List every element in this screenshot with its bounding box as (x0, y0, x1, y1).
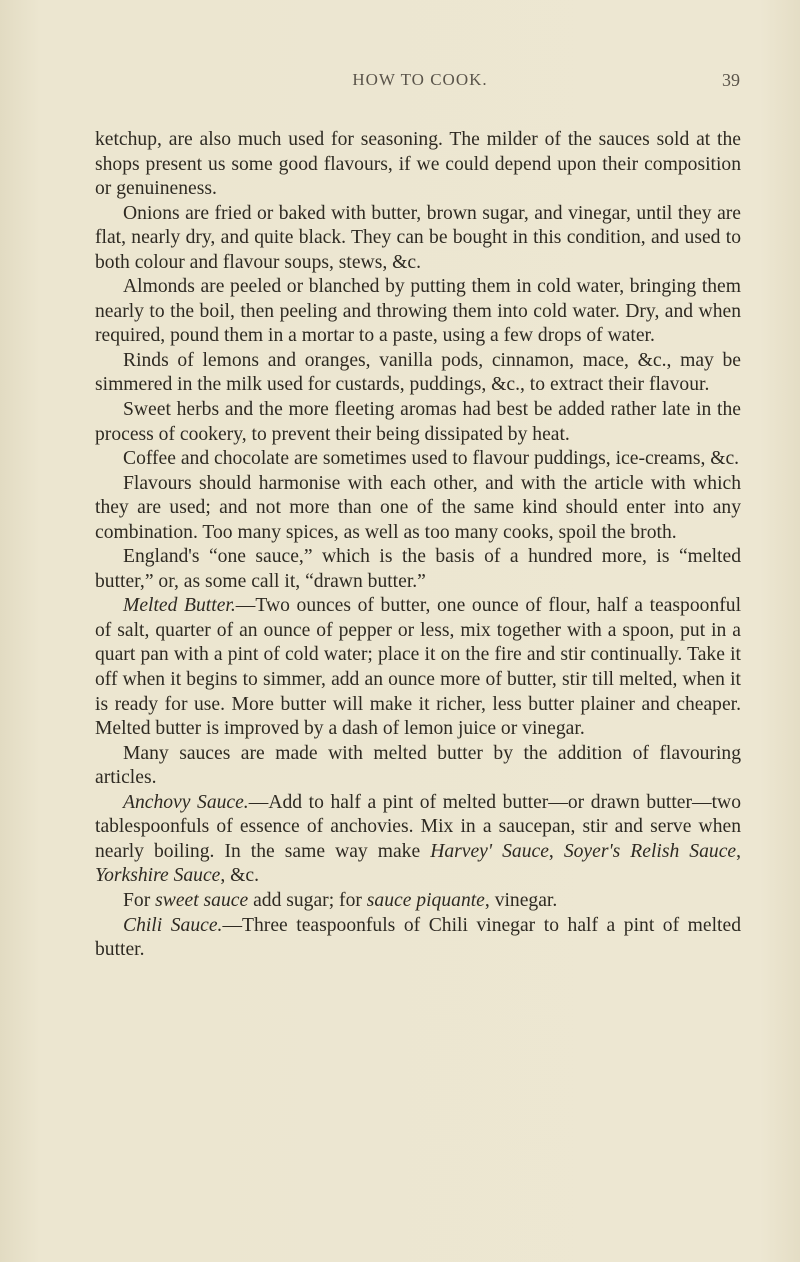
paragraph-ketchup: ketchup, are also much used for seasoning. The milder of the sauces sold at the shops present us some good flavours, if we could depend upon their composition or genuineness. (95, 129, 741, 200)
recipe-text-anchovy-sauce: —Add to half a pint of melted butter—or drawn butter—two tablespoonfuls of essence of anchovies. Mix in a saucepan, stir and serve when nearly boiling. In the same way make (95, 791, 742, 862)
paragraph-rinds: Rinds of lemons and oranges, vanilla pods, cinnamon, mace, &c., may be simmered in the milk used for custards, puddings, &c., to extract their flavour. (95, 349, 741, 396)
paragraph-melted-butter (95, 594, 741, 741)
recipe-title-chili-sauce: Chili Sauce. (123, 914, 223, 936)
recipe-title-melted-butter: Melted Butter. (123, 595, 236, 617)
running-head: HOW TO COOK. (352, 70, 488, 89)
page-header (100, 70, 740, 100)
paragraph-sweet-sauce (95, 889, 741, 914)
paragraph-onions: Onions are fried or baked with butter, brown sugar, and vinegar, until they are flat, nearly dry, and quite black. They can be bought in this condition, and used to both colour and flavour soups, stews, &c. (95, 202, 741, 273)
soyer-relish-sauce: Soyer's Relish Sauce (563, 840, 737, 862)
sauce-piquante: sauce piquante (366, 889, 485, 911)
recipe-text-melted-butter: —Two ounces of butter, one ounce of flour, half a teaspoonful of salt, quarter of an ounce of pepper or less, mix together with a spoon, put in a quart pan with a pint of cold water; place it on the fire and stir continually. Take it off when it begins to simmer, add an ounce more of butter, stir till melted, when it is ready for use. More butter will make it richer, less butter plainer and cheaper. Melted butter is improved by a dash of lemon juice or vinegar. (95, 595, 742, 740)
paragraph-anchovy-sauce (95, 791, 741, 889)
text-vinegar: , vinegar. (484, 889, 558, 911)
body-text (95, 128, 741, 963)
paragraph-flavours: Flavours should harmonise with each other, and with the article with which they are used; and not more than one of the same kind should enter into any combination. Too many spices, as well as too many cooks, spoil the broth. (95, 472, 741, 543)
paragraph-coffee: Coffee and chocolate are sometimes used to flavour puddings, ice-creams, &c. (123, 448, 740, 470)
page-number: 39 (722, 70, 740, 90)
text-add-sugar: add sugar; for (248, 889, 367, 911)
paragraph-many-sauces: Many sauces are made with melted butter by the addition of flavouring articles. (95, 742, 741, 789)
paragraph-one-sauce: England's “one sauce,” which is the basis of a hundred more, is “melted butter,” or, as some call it, “drawn butter.” (95, 546, 741, 592)
harvey-sauce: Harvey' Sauce (430, 840, 549, 862)
etc: , &c. (220, 865, 259, 887)
yorkshire-sauce: Yorkshire Sauce (95, 865, 221, 887)
paragraph-sweet-herbs: Sweet herbs and the more fleeting aromas had best be added rather late in the process of cookery, to prevent their being dissipated by heat. (95, 399, 741, 445)
paragraph-chili-sauce (95, 914, 741, 963)
recipe-text-chili-sauce: —Three teaspoonfuls of Chili vinegar to half a pint of melted butter. (95, 914, 741, 961)
separator: , (736, 840, 741, 862)
paragraph-almonds: Almonds are peeled or blanched by putting them in cold water, bringing them nearly to the boil, then peeling and throwing them into cold water. Dry, and when required, pound them in a mortar to a paste, using a few drops of water. (95, 276, 741, 347)
text-for: For (123, 889, 156, 911)
recipe-title-anchovy-sauce: Anchovy Sauce. (123, 791, 249, 813)
sweet-sauce: sweet sauce (155, 889, 249, 911)
separator: , (548, 840, 564, 862)
